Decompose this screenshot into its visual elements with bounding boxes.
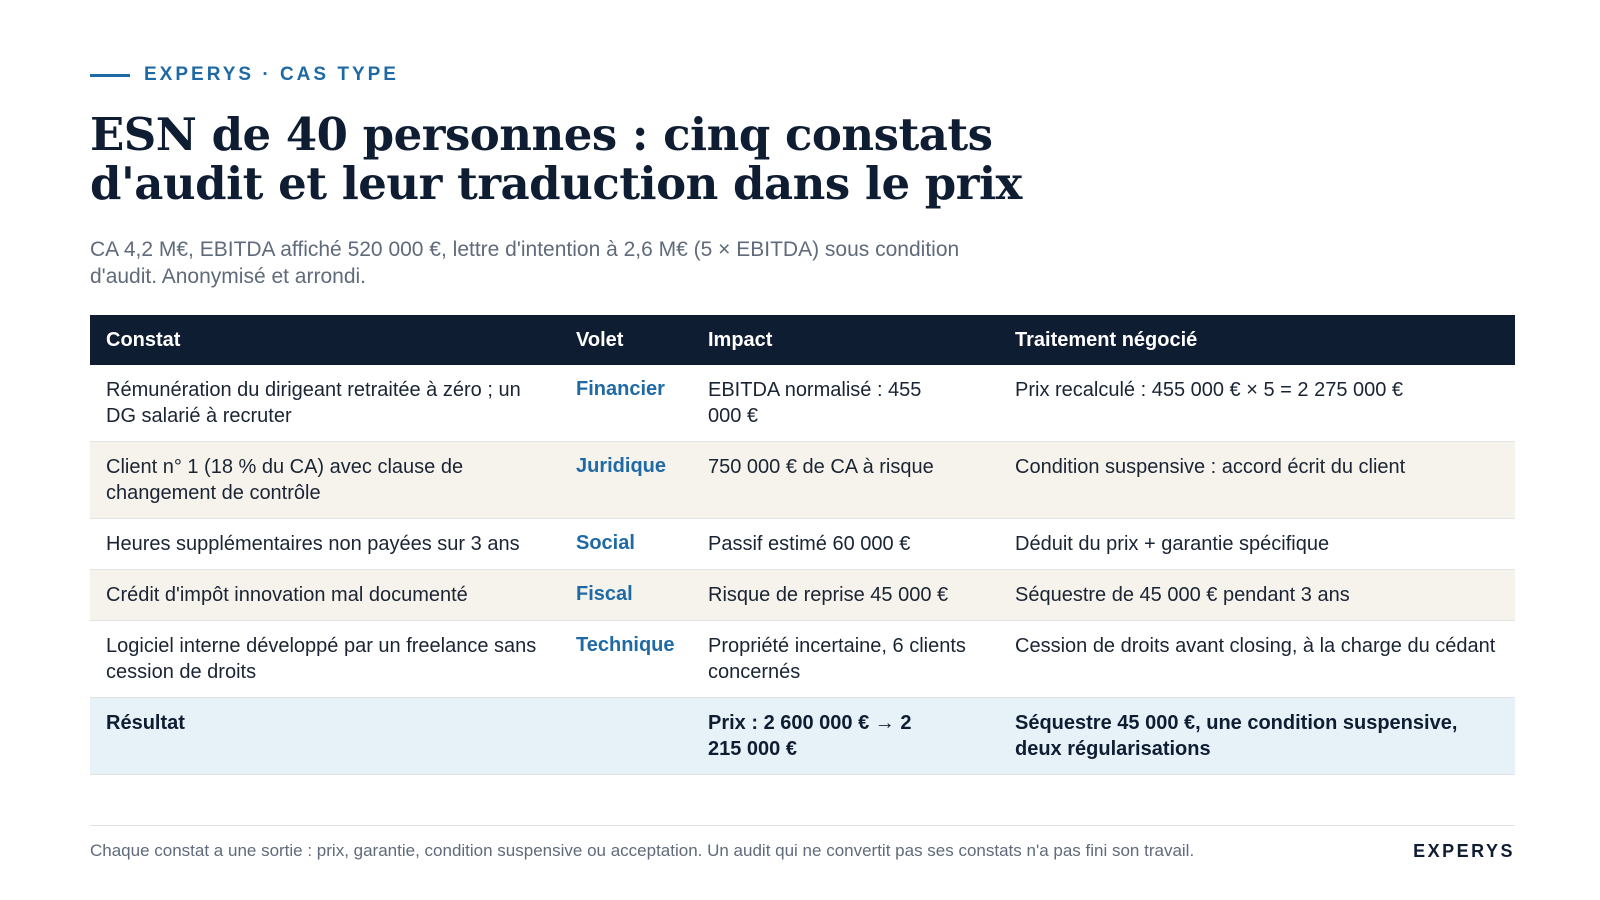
table-row [90,365,1515,442]
header-volet: Volet [560,315,692,365]
eyebrow [90,64,399,86]
header-traitement: Traitement négocié [999,315,1515,365]
cell-constat: Crédit d'impôt innovation mal documenté [90,570,560,621]
table-row [90,570,1515,621]
cell-traitement: Condition suspensive : accord écrit du client [999,442,1515,519]
cell-impact: Passif estimé 60 000 € [692,519,999,570]
eyebrow-label: EXPERYS · CAS TYPE [144,64,399,85]
cell-impact: 750 000 € de CA à risque [692,442,999,519]
footer-note: Chaque constat a une sortie : prix, garantie, condition suspensive ou acceptation. Un audit qui ne convertit pas ses constats n'a pas fini son travail. [90,841,1195,860]
table-header-row [90,315,1515,365]
footer-brand-logo: EXPERYS [1413,841,1515,861]
cell-volet: Juridique [560,442,692,519]
table-row [90,621,1515,698]
cell-volet: Financier [560,365,692,442]
audit-findings-table [90,315,1515,775]
cell-impact-text: EBITDA normalisé : 455 000 € [708,379,922,427]
cell-traitement: Déduit du prix + garantie spécifique [999,519,1515,570]
cell-constat: Logiciel interne développé par un freelance sans cession de droits [90,621,560,698]
result-volet-empty [560,698,692,775]
header-constat: Constat [90,315,560,365]
cell-impact: Propriété incertaine, 6 clients concernés [692,621,999,698]
cell-traitement: Séquestre de 45 000 € pendant 3 ans [999,570,1515,621]
header-impact: Impact [692,315,999,365]
cell-constat: Client n° 1 (18 % du CA) avec clause de changement de contrôle [90,442,560,519]
result-impact-text: Prix : 2 600 000 € → 2 215 000 € [708,712,912,760]
cell-traitement: Prix recalculé : 455 000 € × 5 = 2 275 000 € [999,365,1515,442]
cell-volet: Social [560,519,692,570]
table-row [90,442,1515,519]
cell-volet: Technique [560,621,692,698]
cell-impact [692,365,999,442]
result-label: Résultat [90,698,560,775]
cell-impact: Risque de reprise 45 000 € [692,570,999,621]
result-impact [692,698,999,775]
result-row [90,698,1515,775]
result-traitement: Séquestre 45 000 €, une condition suspensive, deux régularisations [999,698,1515,775]
page-title: ESN de 40 personnes : cinq constats d'audit et leur traduction dans le prix [90,108,1022,210]
eyebrow-rule [90,74,130,77]
page-subtitle: CA 4,2 M€, EBITDA affiché 520 000 €, lettre d'intention à 2,6 M€ (5 × EBITDA) sous condition d'audit. Anonymisé et arrondi. [90,238,960,288]
cell-constat: Heures supplémentaires non payées sur 3 ans [90,519,560,570]
cell-traitement: Cession de droits avant closing, à la charge du cédant [999,621,1515,698]
footer-divider [90,825,1515,826]
cell-constat: Rémunération du dirigeant retraitée à zéro ; un DG salarié à recruter [90,365,560,442]
table-row [90,519,1515,570]
cell-volet: Fiscal [560,570,692,621]
